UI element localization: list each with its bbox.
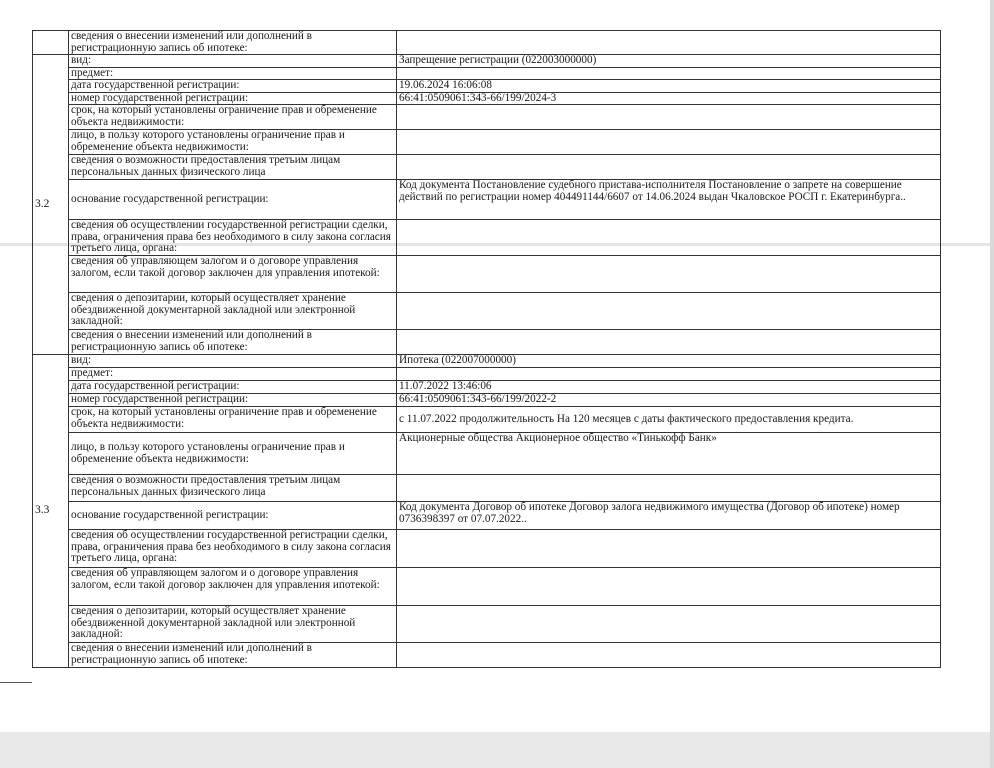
encumbrance-table xyxy=(32,30,941,668)
row-label: сведения о внесении изменений или дополнений в регистрационную запись об ипотеке: xyxy=(69,330,397,355)
table-row xyxy=(33,67,941,80)
table-row xyxy=(33,568,941,606)
table-row xyxy=(33,530,941,568)
row-value: 11.07.2022 13:46:06 xyxy=(397,381,941,394)
row-value xyxy=(397,368,941,381)
row-value xyxy=(397,293,941,330)
row-label: сведения о внесении изменений или дополнений в регистрационную запись об ипотеке: xyxy=(69,31,397,55)
row-value xyxy=(397,67,941,80)
row-value xyxy=(397,475,941,502)
table-row xyxy=(33,80,941,93)
row-value xyxy=(397,256,941,293)
table-row xyxy=(33,381,941,394)
row-label: предмет: xyxy=(69,368,397,381)
row-label: сведения о внесении изменений или дополнений в регистрационную запись об ипотеке: xyxy=(69,643,397,668)
row-value: Ипотека (022007000000) xyxy=(397,355,941,368)
row-value: 19.06.2024 16:06:08 xyxy=(397,80,941,93)
row-value: с 11.07.2022 продолжительность На 120 месяцев с даты фактического предоставления кредита. xyxy=(397,407,941,433)
row-value xyxy=(397,606,941,643)
row-value xyxy=(397,220,941,256)
row-value xyxy=(397,568,941,606)
table-row-continuation xyxy=(33,31,941,55)
table-row xyxy=(33,330,941,355)
table-row xyxy=(33,105,941,130)
scan-right-edge xyxy=(990,0,994,768)
row-value: Код документа Постановление судебного пристава-исполнителя Постановление о запрете на совершение действий по регистрации номер 404491144/6607 от 14.06.2024 выдан Чкаловское РОСП г. Екатеринбурга.. xyxy=(397,180,941,220)
row-value: Акционерные общества Акционерное общество «Тинькофф Банк» xyxy=(397,433,941,475)
row-label: основание государственной регистрации: xyxy=(69,502,397,530)
row-value xyxy=(397,330,941,355)
row-value xyxy=(397,105,941,130)
row-label: срок, на который установлены ограничение прав и обременение объекта недвижимости: xyxy=(69,407,397,433)
row-value: 66:41:0509061:343-66/199/2022-2 xyxy=(397,394,941,407)
table-row xyxy=(33,180,941,220)
table-row xyxy=(33,433,941,475)
section-number: 3.3 xyxy=(33,355,69,668)
table-row xyxy=(33,130,941,155)
row-label: сведения о возможности предоставления третьим лицам персональных данных физического лица xyxy=(69,475,397,502)
table-row xyxy=(33,407,941,433)
row-value: Запрещение регистрации (022003000000) xyxy=(397,55,941,68)
row-label: сведения о возможности предоставления третьим лицам персональных данных физического лица xyxy=(69,155,397,180)
row-label: сведения о депозитарии, который осуществляет хранение обездвиженной документарной закладной или электронной закладной: xyxy=(69,293,397,330)
left-margin-rule xyxy=(0,682,32,683)
row-label: сведения об осуществлении государственной регистрации сделки, права, ограничения права без необходимого в силу закона согласия третьего лица, органа: xyxy=(69,530,397,568)
row-value: Код документа Договор об ипотеке Договор залога недвижимого имущества (Договор об ипотеке) номер 0736398397 от 07.07.2022.. xyxy=(397,502,941,530)
row-value xyxy=(397,643,941,668)
table-row xyxy=(33,606,941,643)
table-row xyxy=(33,55,941,68)
row-label: вид: xyxy=(69,355,397,368)
row-value xyxy=(397,530,941,568)
table-row xyxy=(33,475,941,502)
scan-bottom-shadow xyxy=(0,732,994,768)
table-row xyxy=(33,502,941,530)
section-number-cell xyxy=(33,31,69,55)
section-number: 3.2 xyxy=(33,55,69,355)
row-label: номер государственной регистрации: xyxy=(69,92,397,105)
row-label: вид: xyxy=(69,55,397,68)
table-row xyxy=(33,394,941,407)
row-value xyxy=(397,130,941,155)
row-label: сведения о депозитарии, который осуществляет хранение обездвиженной документарной закладной или электронной закладной: xyxy=(69,606,397,643)
row-label: лицо, в пользу которого установлены ограничение прав и обременение объекта недвижимости: xyxy=(69,130,397,155)
table-row xyxy=(33,220,941,256)
row-label: номер государственной регистрации: xyxy=(69,394,397,407)
table-row xyxy=(33,643,941,668)
row-label: дата государственной регистрации: xyxy=(69,80,397,93)
row-label: предмет: xyxy=(69,67,397,80)
row-value xyxy=(397,155,941,180)
row-value xyxy=(397,31,941,55)
row-label: срок, на который установлены ограничение прав и обременение объекта недвижимости: xyxy=(69,105,397,130)
row-label: сведения об управляющем залогом и о договоре управления залогом, если такой договор заключен для управления ипотекой: xyxy=(69,568,397,606)
table-row xyxy=(33,293,941,330)
row-label: дата государственной регистрации: xyxy=(69,381,397,394)
table-row xyxy=(33,355,941,368)
table-row xyxy=(33,256,941,293)
row-label: сведения об управляющем залогом и о договоре управления залогом, если такой договор заключен для управления ипотекой: xyxy=(69,256,397,293)
table-row xyxy=(33,92,941,105)
row-label: сведения об осуществлении государственной регистрации сделки, права, ограничения права без необходимого в силу закона согласия третьего лица, органа: xyxy=(69,220,397,256)
row-label: основание государственной регистрации: xyxy=(69,180,397,220)
row-value: 66:41:0509061:343-66/199/2024-3 xyxy=(397,92,941,105)
table-row xyxy=(33,155,941,180)
table-row xyxy=(33,368,941,381)
row-label: лицо, в пользу которого установлены ограничение прав и обременение объекта недвижимости: xyxy=(69,433,397,475)
